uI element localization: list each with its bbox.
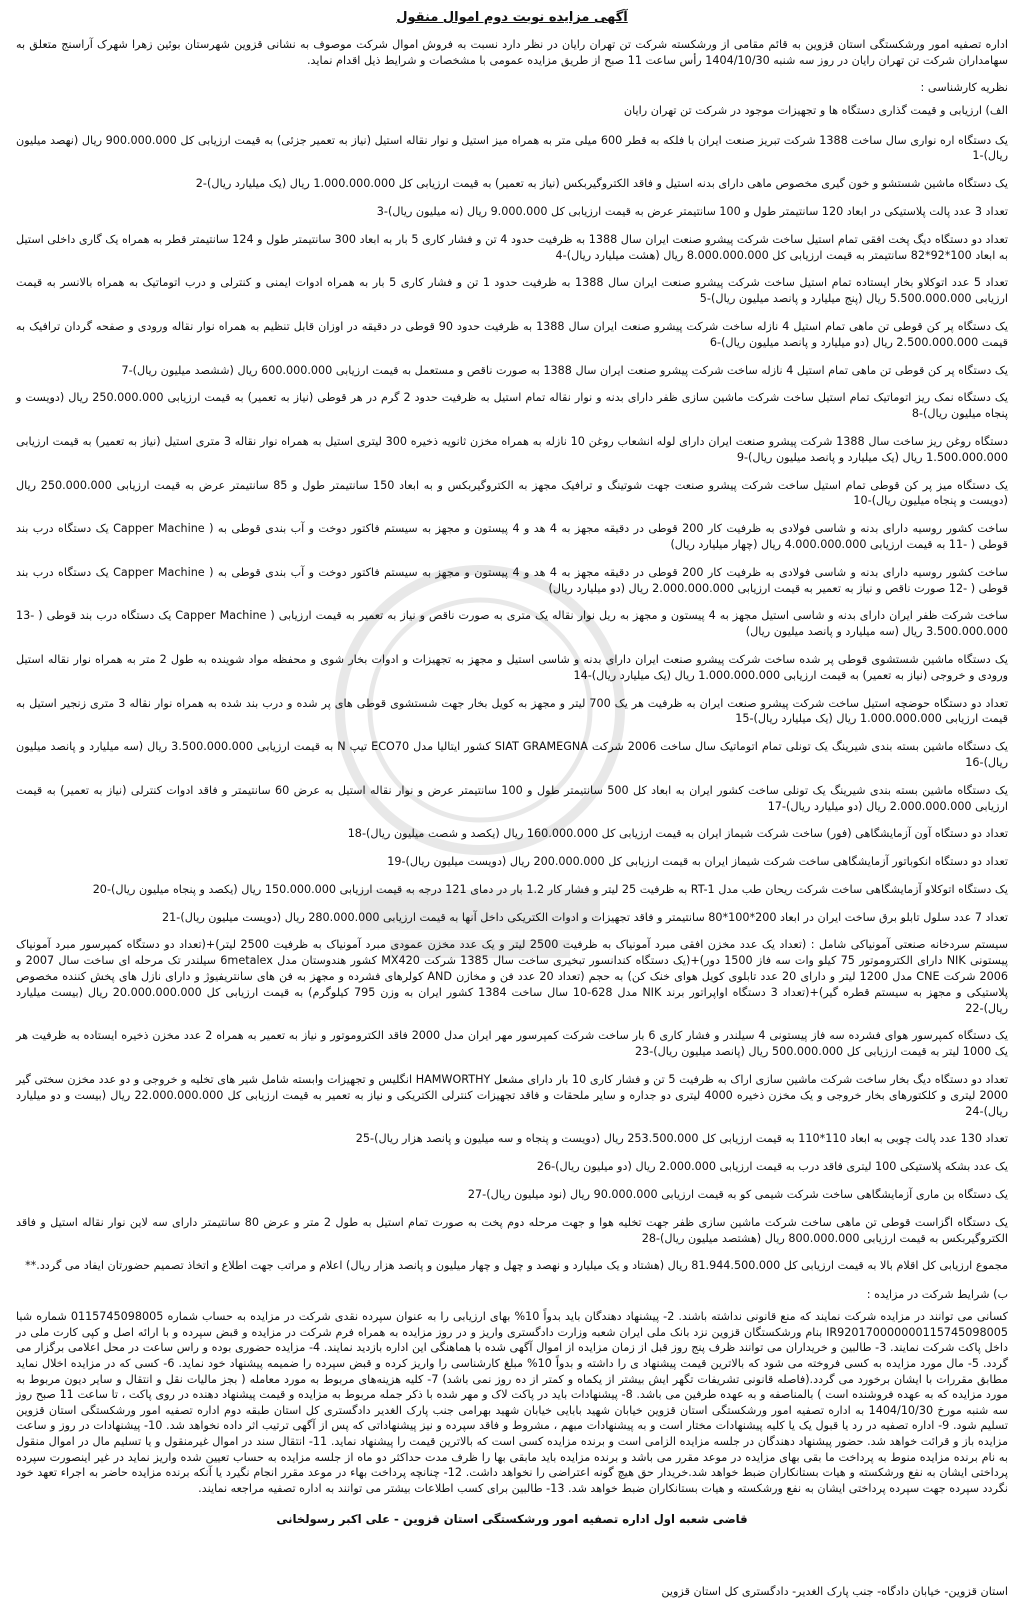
- list-item: یک دستگاه بن ماری آزمایشگاهی ساخت شرکت شیمی کو به قیمت ارزیابی 90.000.000 ریال (نود میلیون ریال)-27: [467, 1188, 1008, 1202]
- subsection-a-heading: الف) ارزیابی و قیمت گذاری دستگاه ها و تجهیزات موجود در شرکت تن تهران رایان: [623, 103, 1008, 117]
- list-item: یک عدد بشکه پلاستیکی 100 لیتری فاقد درب به قیمت ارزیابی 2.000.000 ریال (دو میلیون ریال)-26: [536, 1160, 1008, 1174]
- signature-line: قاضی شعبه اول اداره تصفیه امور ورشکستگی استان قزوین - علی اکبر رسولخانی: [276, 1512, 748, 1527]
- list-item: یک دستگاه اتوکلاو آزمایشگاهی ساخت شرکت ریحان طب مدل RT-1 به ظرفیت 25 لیتر و فشار کار 1.2 بار در دمای 121 درجه به قیمت ارزیابی 150.000.000 ریال (یکصد و پنجاه میلیون ریال)-20: [92, 882, 1008, 896]
- list-item: سیستم سردخانه صنعتی آمونیاکی شامل : (تعداد یک عدد مخزن افقی مبرد آمونیاک به ظرفیت 2500 لیتر و یک عدد مخزن عمودی مبرد آمونیاک به ظرفیت 2500 لیتر)+(تعداد دو دستگاه کمپرسور مبرد آمونیاک پیستونی NIK دارای الکتروموتور 75 کیلو وات سه فاز 1500 دور)+(یک دستگاه کندانسور تبخیری ساخت سال 1385 شرکت MX420 کشور هندوستان مدل 6metalex سیلندر تک مرحله ای ساخت سال 2007 و 2006 شرکت CNE مدل 1200 لیتر و دارای 20 عدد تابلوی کویل هوای خنک کن) به حجم (تعداد 20 عدد فن و مخازن AND کولرهای فشرده و مجهز به فن های سانتریفیوژ و دارای نازل های پخش کننده مخصوص پلاستیکی و مجهز به سیستم قطره گیر)+(تعداد 3 دستگاه اواپراتور برند NIK مدل 628-10 سال ساخت 1384 کشور ایران به وزن 795 کیلوگرم) به قیمت ارزیابی کل 20.000.000.000 ریال (بیست میلیارد ریال)-22: [16, 938, 1009, 1015]
- notice-intro: اداره تصفیه امور ورشکستگی استان قزوین به قائم مقامی از ورشکسته شرکت تن تهران رایان در نظر دارد نسبت به فروش اموال شرکت موصوف به نشانی قزوین شهرستان بوئین زهرا شهرک آراسنج متعلق به سهامداران شرکت تن تهران رایان در روز سه شنبه 1404/10/30 رأس ساعت 11 صبح از طریق مزایده عمومی با مشخصات و شرایط ذیل اقدام نماید.: [16, 38, 1008, 67]
- list-item: یک دستگاه ماشین بسته بندی شیرینگ یک تونلی تمام اتوماتیک سال ساخت 2006 شرکت SIAT GRAMEGNA کشور ایتالیا مدل ECO70 تیپ N به قیمت ارزیابی 3.500.000.000 ریال (سه میلیارد و پانصد میلیون ریال)-16: [16, 740, 1008, 769]
- list-item: تعداد دو دستگاه انکوباتور آزمایشگاهی ساخت شرکت شیماز ایران به قیمت ارزیابی کل 200.000.000 ریال (دویست میلیون ریال)-19: [387, 855, 1008, 869]
- list-item: تعداد دو دستگاه دیگ پخت افقی تمام استیل ساخت شرکت پیشرو صنعت ایران سال 1388 به ظرفیت حدود 4 تن و فشار کاری 5 بار به ابعاد 300 سانتیمتر طول و 124 سانتیمتر قطر به همراه یک گاری داخلی استیل به ابعاد 100*92*82 سانتیمتر به قیمت ارزیابی کل 8.000.000.000 ریال (هشت میلیارد ریال)-4: [16, 232, 1008, 262]
- expert-heading: نظریه کارشناسی :: [920, 80, 1008, 94]
- conditions-text: کسانی می توانند در مزایده شرکت نمایند که منع قانونی نداشته باشند. 2- پیشنهاد دهندگان باید بدواً 10% بهای ارزیابی را به عنوان سپرده نقدی شرکت در مزایده به حساب شماره 0115745098005 شماره شبا IR920170000000115745098005 بنام ورشکستگان قزوین نزد بانک ملی ایران شعبه وزارت دادگستری واریز و در روز مزایده به همراه فرم شرکت در مزایده و قبض سپرده و با ارائه اصل و کپی کارت ملی در داخل پاکت شرکت نمایند. 3- طالبین و خریداران می توانند ظرف پنج روز قبل از زمان مزایده از اموال آگهی شده با هماهنگی این اداره بازدید نمایند. 4- مزایده حضوری بوده و راس ساعت در محل اعلامی برگزار می گردد. 5- مال مورد مزایده به کسی فروخته می شود که بالاترین قیمت پیشنهاد ی را داشته و بدواً 10% مبلغ کارشناسی را واریز کرده و قبض سپرده را ضمیمه پیشنهاد خود نماید. 6- کسی که در مزایده اخلال نماید مطابق مقررات با ایشان برخورد می گردد.(فاصله قانونی تشریفات تگهر ایش بیشتر از یکماه و کمتر از ده روز نمی باشد) 7- کلیه هزینه‌های مربوط به مورد معامله ( بجز مالیات نقل و انتقال و سایر دیون مربوط به مورد مزایده که به عهده فروشنده است ) بالمناصفه و به عهده طرفین می باشد. 8- پیشنهادات باید در پاکت لاک و مهر شده با ذکر جمله مربوط به مزایده و قیمت پیشنهاد دهنده در روی پاکت ، تا ساعت 11 صبح روز سه شنبه مورخ 1404/10/30 به اداره تصفیه امور ورشکستگی استان قزوین خیابان شهید بابایی خیابان شهید بهرامی جنب پارک الغدیر دادگستری کل استان طبقه دوم اداره تصفیه امور ورشکستگی استان قزوین تسلیم شود. 9- اداره تصفیه در رد یا قبول یک یا کلیه پیشنهادات مختار است و به پیشنهادات مبهم ، مشروط و فاقد سپرده و نیز پیشنهاداتی که پس از آگهی ترتیب اثر داده نخواهد شد. 10- پیشنهادات در روز و ساعت مزایده باز و قرائت خواهد شد. حضور پیشنهاد دهندگان در جلسه مزایده الزامی است و برنده مزایده کسی است که بالاترین قیمت را پیشنهاد نماید. 11- انتقال سند در اموال غیرمنقول و یا تسلیم مال در اموال منقول به نام برنده مزایده منوط به پرداخت ما بقی بهای مزایده در موعد مقرر می باشد و برنده مزایده باید مابقی بها را ظرف مدت حداکثر دو ماه از جلسه مزایده به حساب تعیین شده واریز نماید در غیر اینصورت سپرده پرداختی ایشان به نفع ورشکسته و هیات بستانکاران ضبط خواهد شد.خریدار حق هیچ گونه اعتراضی را نخواهد داشت. 12- چنانچه پرداخت بهاء در موعد مقرر انجام نگیرد یا آنکه برنده مزایده حاضر به اجراء تعهد خود نگردد سپرده جهت سپرده پرداختی ایشان به نفع ورشکسته و هیات بستانکاران ضبط خواهد شد. 13- طالبین برای کسب اطلاعات بیشتر می توانند به اداره تصفیه مراجعه نمایند.: [16, 1310, 1009, 1495]
- footer-address: استان قزوین- خیابان دادگاه- جنب پارک الغدیر- دادگستری کل استان قزوین: [661, 1585, 1008, 1598]
- list-item: تعداد دو دستگاه آون آزمایشگاهی (فور) ساخت شرکت شیماز ایران به قیمت ارزیابی کل 160.000.000 ریال (یکصد و شصت میلیون ریال)-18: [347, 827, 1008, 841]
- list-item: یک دستگاه کمپرسور هوای فشرده سه فاز پیستونی 4 سیلندر و فشار کاری 6 بار ساخت شرکت کمپرسور مهر ایران مدل 2000 فاقد الکتروموتور و نیاز به تعمیر به همراه 2 عدد مخزن ذخیره ایستاده به ظرفیت هر یک 1000 لیتر به قیمت ارزیابی کل 500.000.000 ریال (پانصد میلیون ریال)-23: [16, 1029, 1008, 1059]
- list-item: تعداد 5 عدد اتوکلاو بخار ایستاده تمام استیل ساخت شرکت پیشرو صنعت ایران سال 1388 به ظرفیت حدود 1 تن و فشار کاری 5 بار به همراه ادوات ایمنی و کنترلی و درب اتوماتیک به همراه بالانسر به قیمت ارزیابی 5.500.000.000 ریال (پنج میلیارد و پانصد میلیون ریال)-5: [16, 276, 1008, 306]
- list-item: تعداد دو دستگاه حوضچه استیل ساخت شرکت پیشرو صنعت ایران به ظرفیت هر یک 700 لیتر و مجهز به کویل بخار جهت شستشوی قوطی های پر شده و درب بند شده به همراه نوار نقاله 3 متری زنجیر استیل به قیمت ارزیابی 1.000.000.000 ریال (یک میلیارد ریال)-15: [16, 696, 1009, 726]
- items-list: [16, 133, 1008, 1247]
- conditions-heading: ب) شرایط شرکت در مزایده :: [866, 1288, 1008, 1302]
- list-item: یک دستگاه میز پر کن قوطی تمام استیل ساخت شرکت پیشرو صنعت جهت شوتینگ و ترافیک مجهز به الکتروگیربکس و به ابعاد 150 سانتیمتر طول و 85 سانتیمتر عرض به قیمت ارزیابی 250.000.000 ریال (دویست و پنجاه میلیون ریال)-10: [16, 478, 1008, 508]
- list-item: یک دستگاه پر کن قوطی تن ماهی تمام استیل 4 نازله ساخت شرکت پیشرو صنعت ایران سال 1388 به صورت ناقص و مستعمل به قیمت ارزیابی 600.000.000 ریال (ششصد میلیون ریال)-7: [121, 363, 1008, 377]
- list-item: ساخت شرکت ظفر ایران دارای بدنه و شاسی استیل مجهز به 4 پیستون و مجهز به ریل نوار نقاله یک متری به صورت ناقص و نیاز به تعمیر به قیمت ارزیابی ( Capper Machine یک دستگاه درب بند قوطی ( -13 3.500.000.000 ریال (سه میلیارد و پانصد میلیون ریال): [16, 609, 1008, 639]
- list-item: تعداد 7 عدد سلول تابلو برق ساخت ایران در ابعاد 200*100*80 سانتیمتر و فاقد تجهیزات و ادوات الکتریکی داخل آنها به قیمت ارزیابی 280.000.000 ریال (دویست میلیون ریال)-21: [162, 910, 1008, 924]
- list-item: ساخت کشور روسیه دارای بدنه و شاسی فولادی به ظرفیت کار 200 قوطی در دقیقه مجهز به 4 هد و 4 پیستون و مجهز به سیستم فاکتور دوخت و آب بندی قوطی به ( Capper Machine یک دستگاه درب بند قوطی ( -11 به قیمت ارزیابی 4.000.000.000 ریال (چهار میلیارد ریال): [16, 522, 1008, 551]
- list-item: یک دستگاه ماشین شستشوی قوطی پر شده ساخت شرکت پیشرو صنعت ایران دارای بدنه و شاسی استیل و مجهز به تجهیزات و ادوات بخار شوی و محفظه مواد شوینده به طول 2 متر به همراه نوار نقاله استیل ورودی و خروجی (نیاز به تعمیر) به قیمت ارزیابی 1.000.000.000 ریال (یک میلیارد ریال)-14: [16, 652, 1008, 682]
- list-item: تعداد 130 عدد پالت چوبی به ابعاد 110*110 به قیمت ارزیابی کل 253.500.000 ریال (دویست و پنجاه و سه میلیون و پانصد هزار ریال)-25: [355, 1132, 1008, 1146]
- notice-title: آگهی مزایده نوبت دوم اموال منقول: [396, 10, 628, 25]
- list-item: یک دستگاه پر کن قوطی تن ماهی تمام استیل 4 نازله ساخت شرکت پیشرو صنعت ایران سال 1388 به ظرفیت حدود 90 قوطی در دقیقه در اوزان قابل تنظیم به همراه نوار نقاله ورودی و صفحه گردان ترافیک به قیمت 2.500.000.000 ریال (دو میلیارد و پانصد میلیون ریال)-6: [16, 319, 1008, 349]
- list-item: یک دستگاه نمک ریز اتوماتیک تمام استیل ساخت شرکت ماشین سازی ظفر دارای بدنه و نوار نقاله تمام استیل به ظرفیت حدود 2 گرم در هر قوطی (نیاز به تعمیر) به قیمت ارزیابی 250.000.000 ریال (دویست و پنجاه میلیون ریال)-8: [16, 391, 1008, 421]
- list-item: یک دستگاه ماشین بسته بندی شیرینگ یک تونلی ساخت کشور ایران به ابعاد کل 500 سانتیمتر طول و 100 سانتیمتر عرض و نوار نقاله استیل به عرض 60 سانتیمتر و فاقد ادوات کنترلی (نیاز به تعمیر) به قیمت ارزیابی 2.000.000.000 ریال (دو میلیارد ریال)-17: [16, 783, 1009, 813]
- total-valuation: مجموع ارزیابی کل اقلام بالا به قیمت ارزیابی کل 81.944.500.000 ریال (هشتاد و یک میلیارد و نهصد و چهل و چهار میلیون و پانصد هزار ریال) اعلام و مراتب جهت اطلاع و اتخاذ تصمیم حضورتان ایفاد می گردد.**: [25, 1259, 1008, 1273]
- list-item: یک دستگاه اره نواری سال ساخت 1388 شرکت تبریز صنعت ایران با فلکه به قطر 600 میلی متر به همراه میز استیل و نوار نقاله استیل (نیاز به تعمیر جزئی) به قیمت ارزیابی کل 900.000.000 ریال (نهصد میلیون ریال)-1: [16, 133, 1008, 163]
- list-item: یک دستگاه اگزاست قوطی تن ماهی ساخت شرکت ماشین سازی ظفر جهت تخلیه هوا و جهت مرحله دوم پخت به صورت تمام استیل به طول 2 متر و عرض 80 سانتیمتر دارای سه لاین نوار نقاله استیل و فاقد الکتروگیربکس به قیمت ارزیابی 800.000.000 ریال (هشتصد میلیون ریال)-28: [16, 1215, 1008, 1245]
- list-item: تعداد دو دستگاه دیگ بخار ساخت شرکت ماشین سازی اراک به ظرفیت 5 تن و فشار کاری 10 بار دارای مشعل HAMWORTHY انگلیس و تجهیزات وابسته شامل شیر های تخلیه و خروجی و دو عدد مخزن سختی گیر 2000 لیتری و کلکتورهای بخار خروجی و یک مخزن ذخیره 4000 لیتری دو جداره و سایر ملحقات و فاقد تجهیزات کنترلی الکتریکی و نیاز به تعمیر به قیمت ارزیابی کل 22.000.000.000 ریال (بیست و دو میلیارد ریال)-24: [16, 1073, 1009, 1118]
- list-item: یک دستگاه ماشین شستشو و خون گیری مخصوص ماهی دارای بدنه استیل و فاقد الکتروگیربکس (نیاز به تعمیر) به قیمت ارزیابی کل 1.000.000.000 ریال (یک میلیارد ریال)-2: [195, 177, 1008, 191]
- notice-content: [16, 10, 1008, 1526]
- list-item: تعداد 3 عدد پالت پلاستیکی در ابعاد 120 سانتیمتر طول و 100 سانتیمتر عرض به قیمت ارزیابی کل 9.000.000 ریال (نه میلیون ریال)-3: [376, 204, 1008, 218]
- list-item: دستگاه روغن ریز ساخت سال 1388 شرکت پیشرو صنعت ایران دارای لوله انشعاب روغن 10 نازله به همراه مخزن ثانویه ذخیره 300 لیتری استیل به همراه نوار نقاله 3 متری استیل (نیاز به تعمیر) به قیمت ارزیابی 1.500.000.000 ریال (یک میلیارد و پانصد میلیون ریال)-9: [16, 434, 1008, 464]
- list-item: ساخت کشور روسیه دارای بدنه و شاسی فولادی به ظرفیت کار 200 قوطی در دقیقه مجهز به 4 هد و 4 پیستون و مجهز به سیستم فاکتور دوخت و آب بندی قوطی به ( Capper Machine یک دستگاه درب بند قوطی ( -12 صورت ناقص و نیاز به تعمیر به قیمت ارزیابی 2.000.000.000 ریال (دو میلیارد ریال): [16, 565, 1008, 595]
